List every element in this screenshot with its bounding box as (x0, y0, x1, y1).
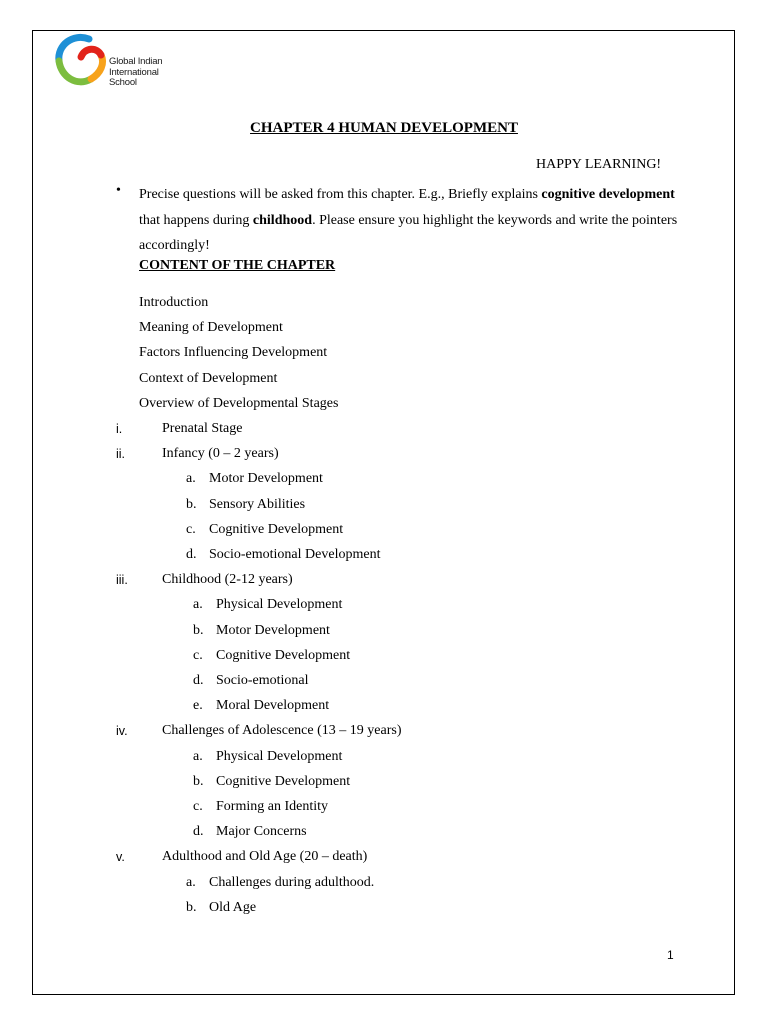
substage-item: Moral Development (216, 698, 330, 714)
substage-item: Socio-emotional (216, 673, 309, 688)
topic-item: Factors Influencing Development (139, 345, 328, 361)
substage-letter: a. (186, 874, 196, 890)
chapter-title: CHAPTER 4 HUMAN DEVELOPMENT (250, 120, 518, 136)
stage-item: Childhood (2-12 years) (162, 572, 293, 588)
substage-letter: b. (186, 496, 197, 512)
instructions-text-3: . Please ensure you highlight the keywords and write the pointers accordingly! (139, 212, 678, 253)
stage-numeral: iii. (116, 573, 128, 588)
stage-numeral: ii. (116, 447, 126, 462)
substage-item: Motor Development (209, 471, 323, 487)
content-heading: CONTENT OF THE CHAPTER (139, 258, 336, 273)
stage-item: Infancy (0 – 2 years) (162, 446, 279, 462)
topic-item: Overview of Developmental Stages (139, 395, 339, 411)
substage-letter: d. (186, 547, 197, 562)
substage-item: Old Age (209, 899, 257, 915)
substage-item: Physical Development (216, 597, 343, 613)
substage-item: Forming an Identity (216, 799, 328, 814)
stage-numeral: v. (116, 850, 125, 865)
substage-letter: b. (186, 899, 197, 915)
substage-letter: c. (193, 647, 203, 663)
substage-letter: a. (193, 597, 203, 613)
page-number: 1 (667, 948, 674, 962)
stage-item: Challenges of Adolescence (13 – 19 years) (162, 723, 402, 739)
substage-letter: b. (193, 622, 204, 638)
logo-line-2: International (109, 66, 159, 78)
stage-numeral: i. (116, 422, 123, 436)
logo-line-1: Global Indian (109, 56, 163, 67)
substage-item: Challenges during adulthood. (209, 874, 375, 890)
substage-item: Motor Development (216, 622, 330, 638)
substage-letter: b. (193, 773, 204, 789)
stage-numeral: iv. (116, 724, 128, 739)
substage-letter: a. (193, 748, 203, 764)
stage-item: Adulthood and Old Age (20 – death) (162, 849, 368, 865)
substage-item: Sensory Abilities (209, 496, 306, 512)
instructions-text-2: that happens during (139, 212, 253, 228)
substage-letter: d. (193, 673, 204, 688)
keyword-childhood: childhood (252, 212, 313, 228)
school-logo (53, 31, 168, 91)
page-border (32, 30, 735, 995)
logo-text (109, 57, 162, 89)
bullet-icon: • (116, 183, 121, 198)
logo-swirl-icon (53, 31, 109, 91)
substage-item: Socio-emotional Development (209, 547, 381, 562)
substage-letter: d. (193, 824, 204, 840)
substage-item: Cognitive Development (216, 773, 351, 789)
substage-letter: a. (186, 471, 196, 487)
topic-item: Introduction (139, 295, 209, 310)
instructions-paragraph (139, 182, 679, 259)
substage-letter: c. (193, 799, 203, 814)
substage-item: Cognitive Development (216, 647, 351, 663)
substage-letter: c. (186, 521, 196, 537)
logo-line-3: School (109, 77, 137, 88)
topic-item: Meaning of Development (139, 320, 283, 336)
instructions-text-1: Precise questions will be asked from this chapter. E.g., Briefly explains (139, 187, 542, 202)
stage-item: Prenatal Stage (162, 421, 243, 436)
keyword-cognitive-development: cognitive development (541, 187, 675, 202)
substage-item: Physical Development (216, 748, 343, 764)
happy-learning-text: HAPPY LEARNING! (536, 157, 662, 172)
substage-item: Major Concerns (216, 824, 307, 840)
topic-item: Context of Development (139, 370, 278, 386)
substage-item: Cognitive Development (209, 521, 344, 537)
substage-letter: e. (193, 698, 203, 714)
